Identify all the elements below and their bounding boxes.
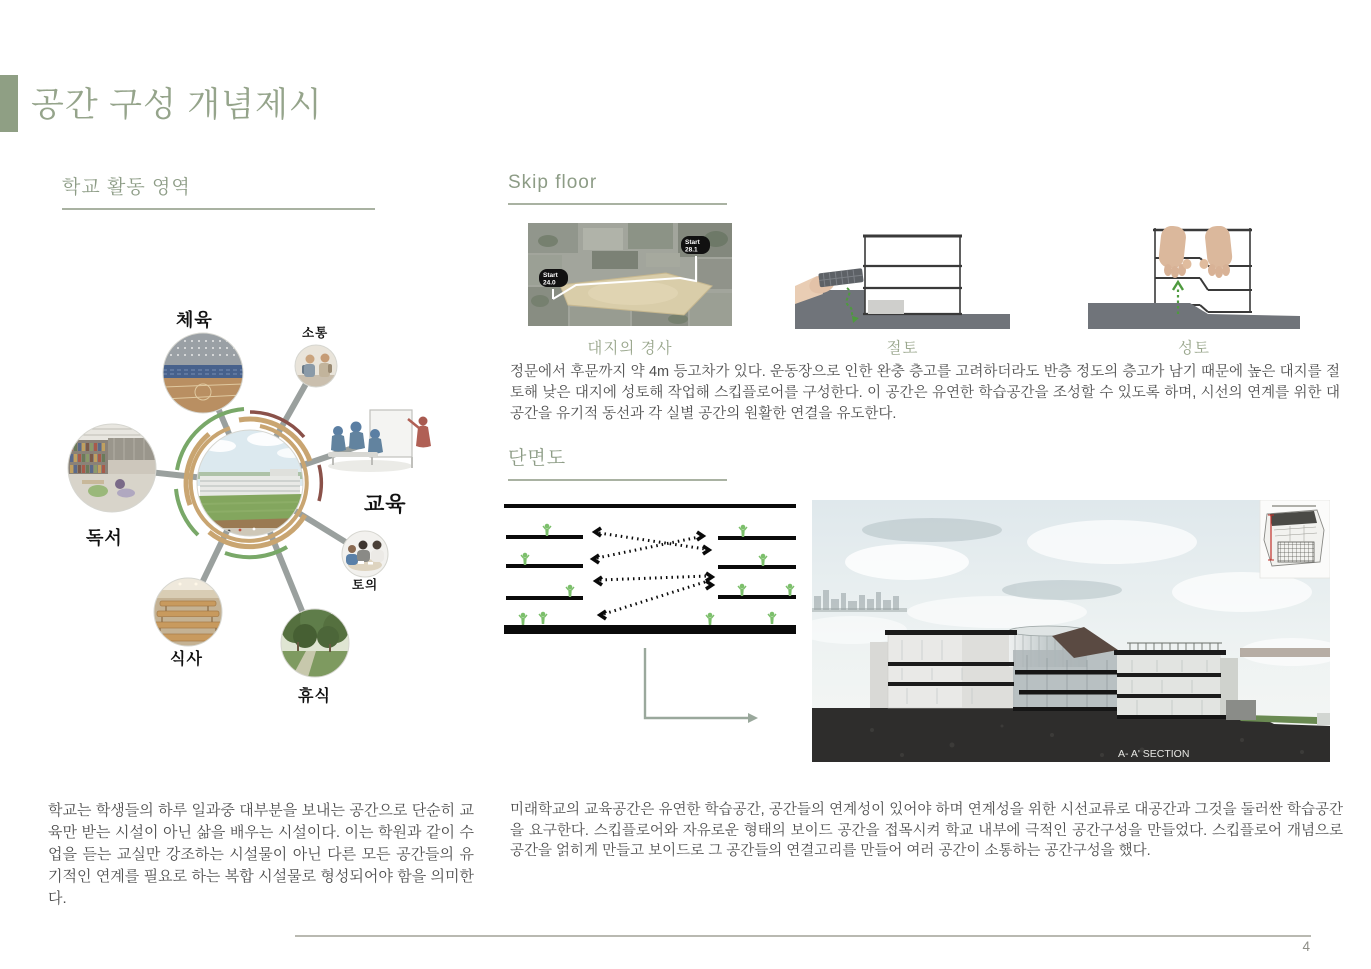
hand-left-icon <box>1158 226 1192 278</box>
cut-diagram-image <box>795 228 1010 330</box>
hub-label-reading: 독서 <box>86 528 123 548</box>
node-image-rest <box>281 602 349 677</box>
removed-slab <box>818 268 863 287</box>
node-image-education <box>328 410 431 472</box>
heading-section-view: 단면도 <box>508 443 727 481</box>
heading-school-activity: 학교 활동 영역 <box>62 172 375 210</box>
skip-floor-body-text: 정문에서 후문까지 약 4m 등고차가 있다. 운동장으로 인한 완충 층고를 고려하더라도 반층 정도의 층고가 남기 때문에 높은 대지를 절토해 낮은 대지에 성토해 작업해 스킵플로어를 구성한다. 이 공간은 유연한 학습공간을 조성할 수 있도록 하며, 시선의 연계를 위한 대공간을 유기적 동선과 각 실별 공간의 원활한 연결을 유도한다. <box>510 364 1340 422</box>
fill-diagram-image <box>1088 226 1300 330</box>
svg-text:28.1: 28.1 <box>685 246 698 254</box>
pointer-arrow-icon <box>638 645 763 727</box>
start-badge-high <box>681 236 710 254</box>
caption-fill: 성토 <box>1178 340 1210 357</box>
section-body-text: 미래학교의 교육공간은 유연한 학습공간, 공간들의 연계성이 있어야 하며 연계성을 위한 시선교류로 대공간과 그것을 둘러싼 학습공간을 요구한다. 스킵플로어와 자유로운 형태의 보이드 공간을 접목시켜 학교 내부에 극적인 공간구성을 만들었다. 스킵플로어 개념으로 공간을 얽히게 만들고 보이드로 그 공간들의 연결고리를 만들어 여러 공간이 소통하는 공간구성을 했다. <box>510 802 1343 860</box>
key-plan-inset <box>1260 500 1330 578</box>
site-slope-image <box>528 223 732 326</box>
page-number: 4 <box>1302 939 1310 954</box>
heading-skip-floor: Skip floor <box>508 172 727 205</box>
caption-site-slope: 대지의 경사 <box>587 340 673 357</box>
hub-label-meal: 식사 <box>170 651 203 668</box>
hand-right-icon <box>1200 226 1234 278</box>
hub-label-rest: 휴식 <box>298 688 331 705</box>
hub-label-communication: 소통 <box>302 326 329 340</box>
start-badge-low <box>539 269 568 287</box>
section-render-image <box>812 500 1330 762</box>
title-accent-bar <box>0 75 18 132</box>
hub-label-education: 교육 <box>364 493 407 516</box>
circulation-arrows <box>593 528 712 619</box>
footer-rule <box>295 935 1311 937</box>
skip-floor-concept-diagram <box>500 497 800 640</box>
page-title: 공간 구성 개념제시 <box>31 86 323 124</box>
svg-text:Start: Start <box>685 239 700 246</box>
section-render-caption: A- A' SECTION <box>1118 748 1190 760</box>
activity-body-text: 학교는 학생들의 하루 일과중 대부분을 보내는 공간으로 단순히 교육만 받는 시설이 아닌 삶을 배우는 시설이다. 이는 학원과 같이 수업을 듣는 교실만 강조하는 시설물이 아닌 다른 모든 공간들의 유기적인 연계를 필요로 하는 복합 시설물로 형성되어야 함을 의미한다. <box>48 802 474 908</box>
svg-text:Start: Start <box>543 272 558 279</box>
caption-cut: 절토 <box>886 340 919 357</box>
hub-label-discussion: 토의 <box>352 578 379 592</box>
hub-label-pe: 체육 <box>176 310 213 330</box>
svg-text:24.0: 24.0 <box>543 279 556 287</box>
